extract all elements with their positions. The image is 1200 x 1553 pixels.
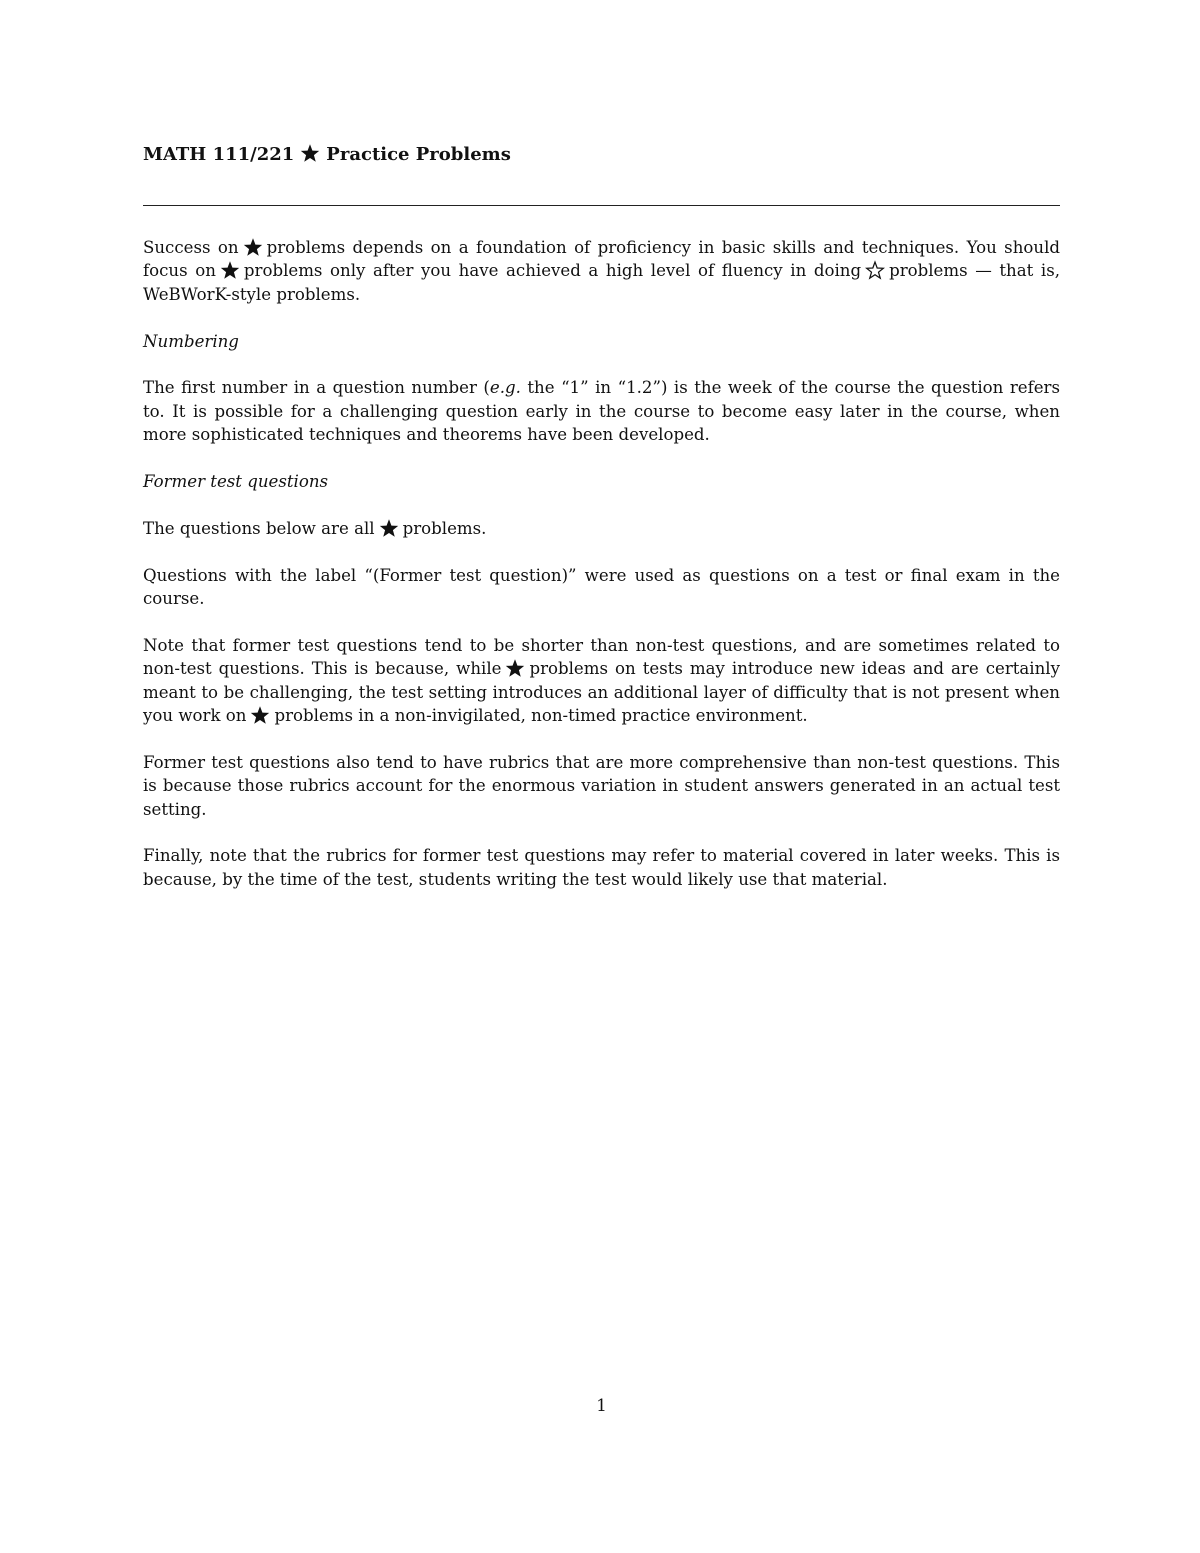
filled-star-icon bbox=[250, 705, 270, 725]
intro-paragraph bbox=[143, 236, 1060, 306]
filled-star-icon bbox=[505, 658, 525, 678]
title-divider bbox=[143, 205, 1060, 206]
former-paragraph-3 bbox=[143, 634, 1060, 728]
numbering-eg: e.g. bbox=[489, 378, 521, 398]
page-title bbox=[143, 142, 511, 168]
filled-star-icon bbox=[300, 143, 320, 163]
former-p3-text-2: problems on tests may introduce new ideas and are certainly meant to be challenging, the test setting introduces an additional layer of difficulty that is not present when you work on bbox=[143, 659, 1060, 726]
intro-text-4: problems — that is, WeBWorK-style problems. bbox=[143, 261, 1060, 304]
title-course: MATH 111/221 bbox=[143, 144, 295, 165]
intro-text-1: Success on bbox=[143, 238, 239, 257]
numbering-paragraph bbox=[143, 376, 1060, 446]
former-paragraph-5: Finally, note that the rubrics for former test questions may refer to material covered in later weeks. This is because, by the time of the test, students writing the test would likely use that material. bbox=[143, 846, 1060, 889]
former-paragraph-2: Questions with the label “(Former test question)” were used as questions on a test or final exam in the course. bbox=[143, 565, 1060, 609]
filled-star-icon bbox=[379, 518, 399, 538]
former-paragraph-1 bbox=[143, 517, 1060, 540]
numbering-text-1: The first number in a question number ( bbox=[143, 378, 490, 398]
page-number: 1 bbox=[596, 1396, 607, 1415]
former-heading: Former test questions bbox=[143, 472, 329, 492]
filled-star-icon bbox=[220, 260, 240, 280]
numbering-heading: Numbering bbox=[143, 331, 239, 351]
filled-star-icon bbox=[243, 237, 263, 257]
intro-text-2: problems depends on a foundation of proficiency in basic skills and techniques. You should focus on bbox=[143, 238, 1060, 281]
outline-star-icon bbox=[865, 260, 885, 280]
former-p1-text-1: The questions below are all bbox=[143, 518, 375, 538]
former-p1-text-2: problems. bbox=[402, 518, 487, 538]
former-p3-text-3: problems in a non-invigilated, non-timed practice environment. bbox=[274, 706, 808, 726]
former-paragraph-4: Former test questions also tend to have rubrics that are more comprehensive than non-test questions. This is because those rubrics account for the enormous variation in student answers generated in an actual test setting. bbox=[143, 752, 1060, 819]
document-page bbox=[143, 0, 1060, 1553]
numbering-text-2: the “1” in “1.2”) is the week of the course the question refers to. It is possible for a challenging question early in the course to become easy later in the course, when more sophisticated techniques and theorems have been developed. bbox=[143, 378, 1060, 445]
document-body bbox=[143, 236, 1060, 915]
former-p3-text-1: Note that former test questions tend to be shorter than non-test questions, and are sometimes related to non-test questions. This is because, while bbox=[143, 635, 1060, 679]
intro-text-3: problems only after you have achieved a high level of fluency in doing bbox=[243, 261, 862, 281]
title-subject: Practice Problems bbox=[326, 144, 511, 165]
